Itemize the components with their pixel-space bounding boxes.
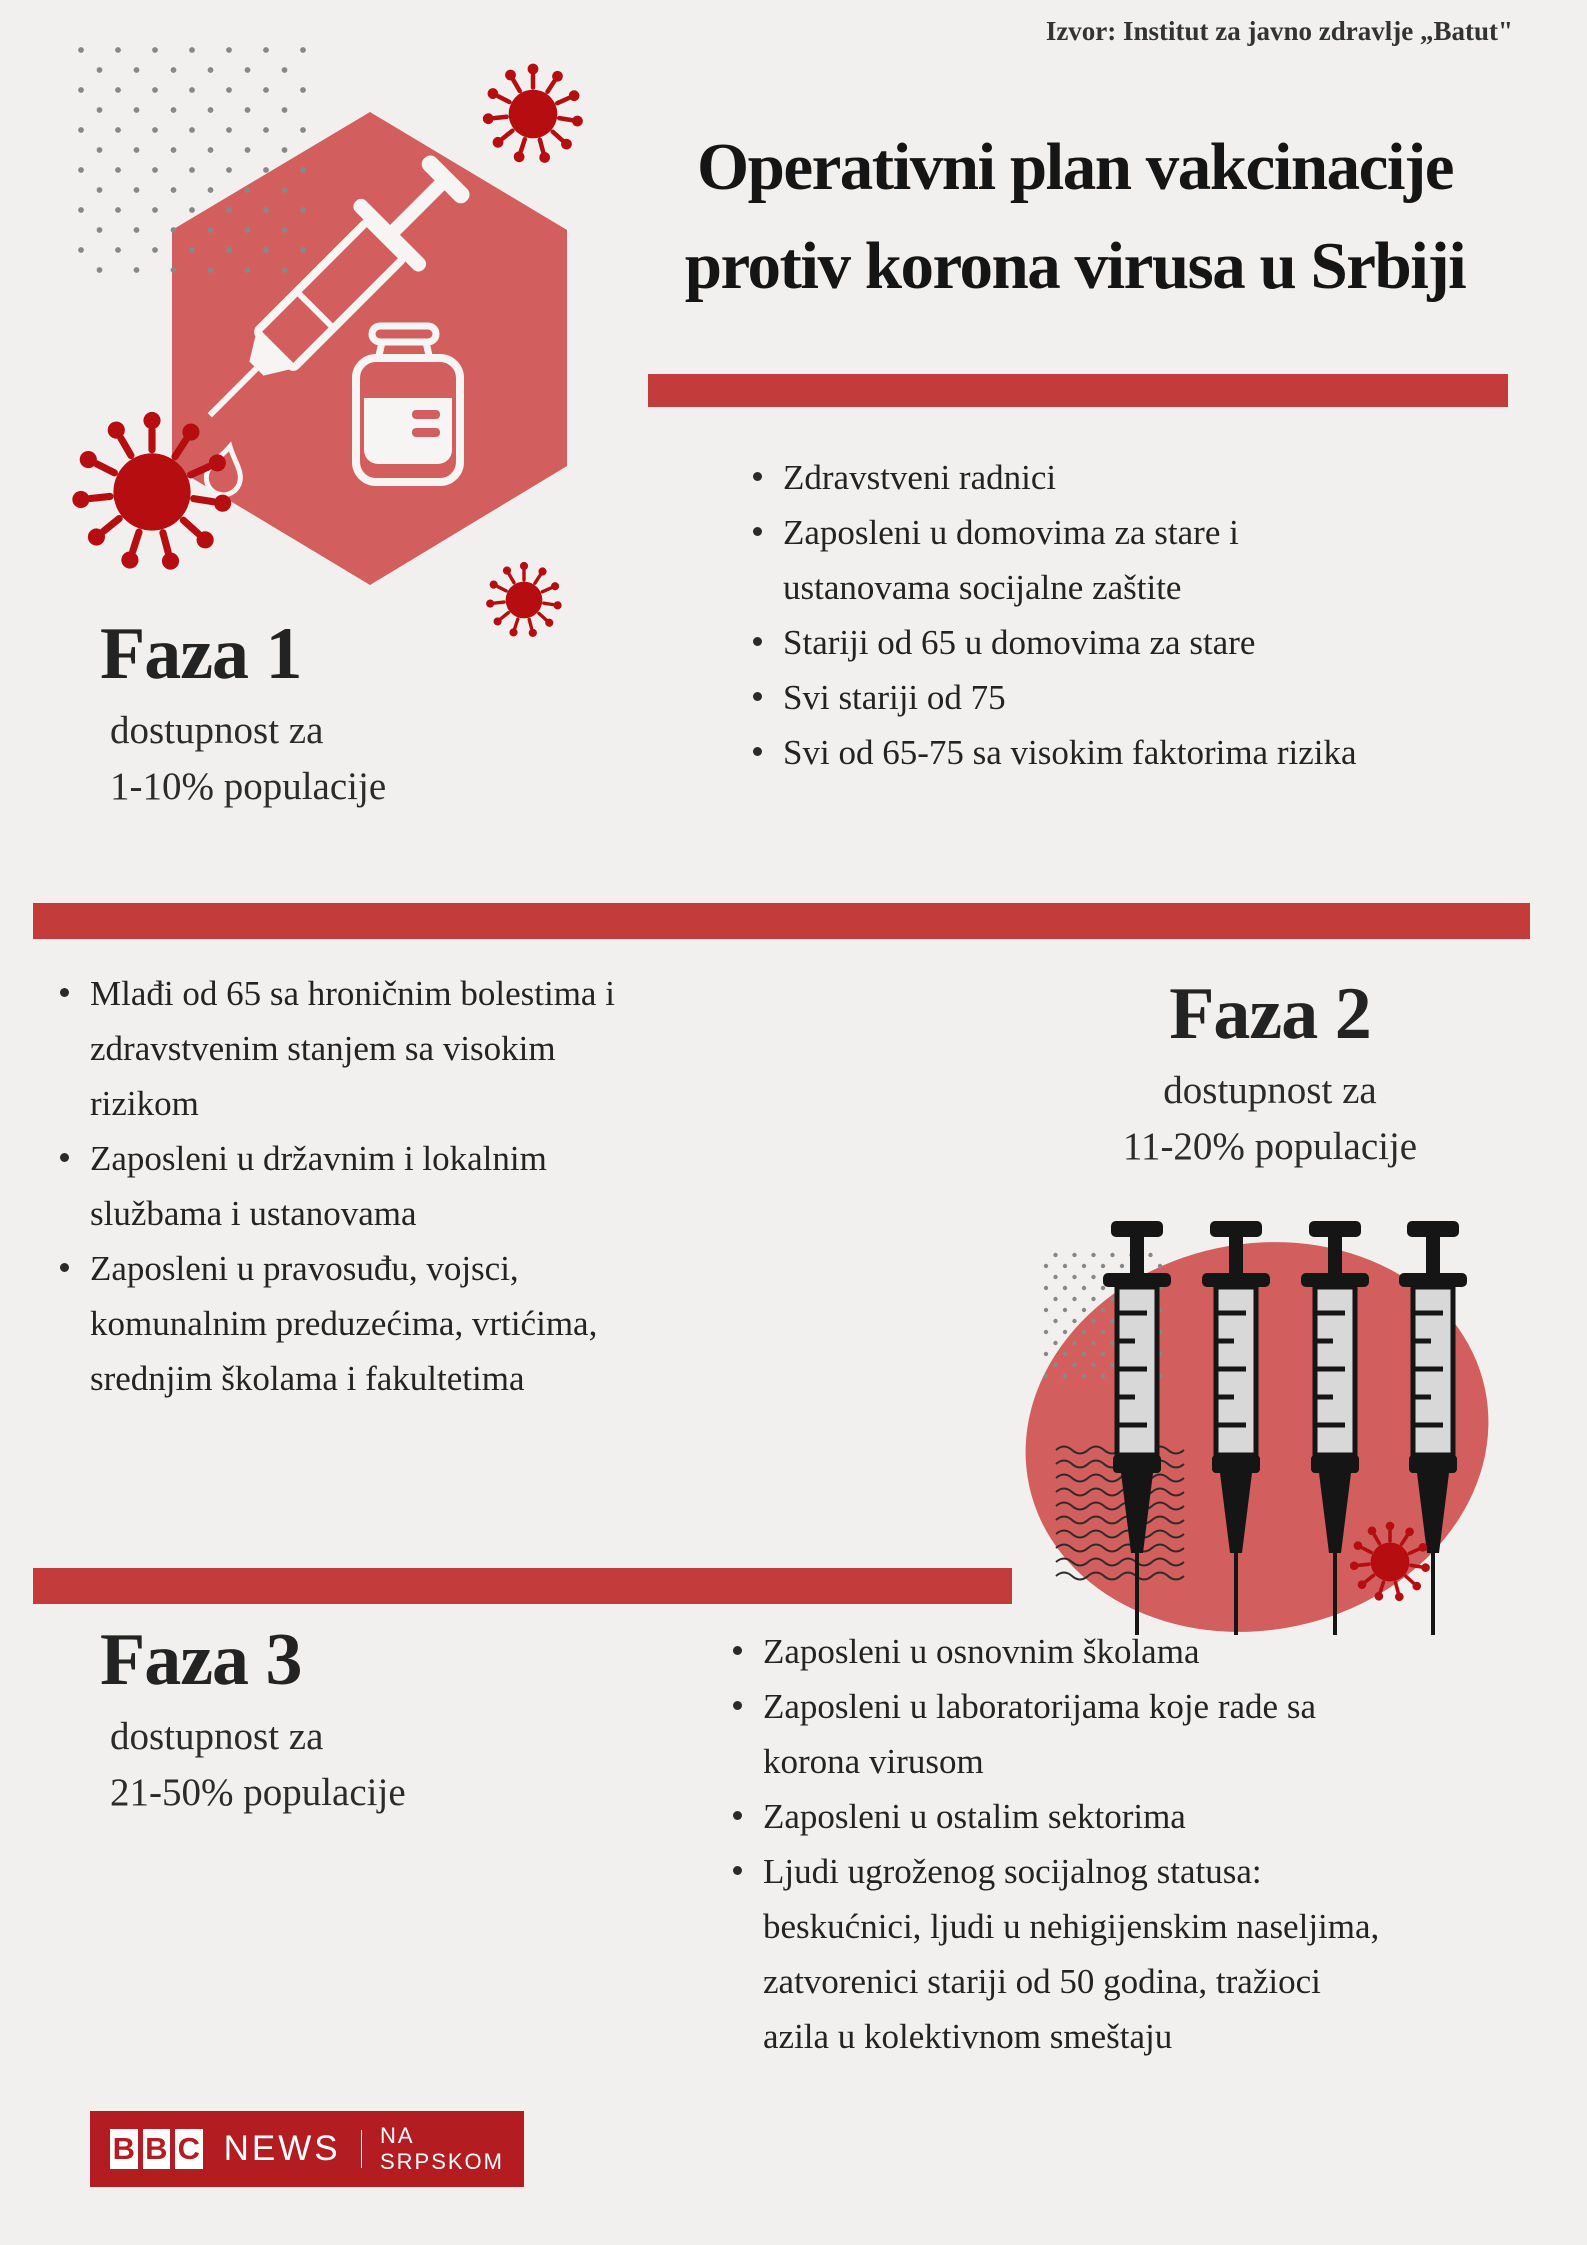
section-divider-bar <box>33 1568 1012 1604</box>
phase3-bullet-list <box>725 1624 1385 2064</box>
virus-icon <box>486 562 563 638</box>
page-title-line1: Operativni plan vakcinacije <box>696 130 1454 204</box>
list-item: Zaposleni u laboratorijama koje rade sa korona virusom <box>725 1679 1385 1789</box>
phase3-availability: dostupnost za 21-50% populacije <box>110 1715 406 1814</box>
bbc-news-wordmark: NEWS <box>223 2129 341 2168</box>
vaccine-hexagon-illustration <box>0 0 700 660</box>
phase1-label <box>100 612 386 815</box>
phase2-availability: dostupnost za 11-20% populacije <box>1122 1069 1418 1168</box>
phase1-bullet-list <box>745 450 1385 780</box>
section-divider-bar <box>33 903 1530 939</box>
title-accent-bar <box>648 374 1508 407</box>
phase2-bullet-list <box>52 966 642 1406</box>
list-item: Zaposleni u državnim i lokalnim službama i ustanovama <box>52 1131 642 1241</box>
bbc-letter-box: B <box>143 2129 171 2169</box>
phase3-label <box>100 1618 406 1821</box>
page-title <box>590 118 1560 316</box>
list-item: Svi stariji od 75 <box>745 670 1385 725</box>
list-item: Zdravstveni radnici <box>745 450 1385 505</box>
list-item: Svi od 65-75 sa visokim faktorima rizika <box>745 725 1385 780</box>
phase1-availability: dostupnost za 1-10% populacije <box>110 709 387 808</box>
bbc-service-name: NA SRPSKOM <box>379 2123 504 2174</box>
bbc-letter-box: C <box>175 2129 203 2169</box>
source-attribution: Izvor: Institut za javno zdravlje „Batut" <box>1045 16 1513 46</box>
bbc-news-logo <box>90 2111 524 2187</box>
list-item: Zaposleni u osnovnim školama <box>725 1624 1385 1679</box>
page-title-line2: protiv korona virusa u Srbiji <box>684 229 1466 303</box>
list-item: Zaposleni u pravosuđu, vojsci, komunalnim preduzećima, vrtićima, srednjim školama i fakultetima <box>52 1241 642 1406</box>
list-item: Zaposleni u domovima za stare i ustanovama socijalne zaštite <box>745 505 1385 615</box>
list-item: Zaposleni u ostalim sektorima <box>725 1789 1385 1844</box>
syringes-blob-illustration <box>1005 1175 1587 1635</box>
virus-icon <box>482 64 583 164</box>
phase2-label <box>1040 972 1500 1175</box>
list-item: Stariji od 65 u domovima za stare <box>745 615 1385 670</box>
list-item: Ljudi ugroženog socijalnog statusa: beskućnici, ljudi u nehigijenskim naseljima, zatvorenici stariji od 50 godina, tražioci azila u kolektivnom smeštaju <box>725 1844 1385 2064</box>
list-item: Mlađi od 65 sa hroničnim bolestima i zdravstvenim stanjem sa visokim rizikom <box>52 966 642 1131</box>
logo-separator <box>361 2130 362 2168</box>
phase1-name: Faza 1 <box>100 613 302 695</box>
phase2-name: Faza 2 <box>1169 973 1371 1055</box>
dot-pattern <box>76 45 309 285</box>
phase3-name: Faza 3 <box>100 1619 302 1701</box>
bbc-letter-box: B <box>110 2129 138 2169</box>
